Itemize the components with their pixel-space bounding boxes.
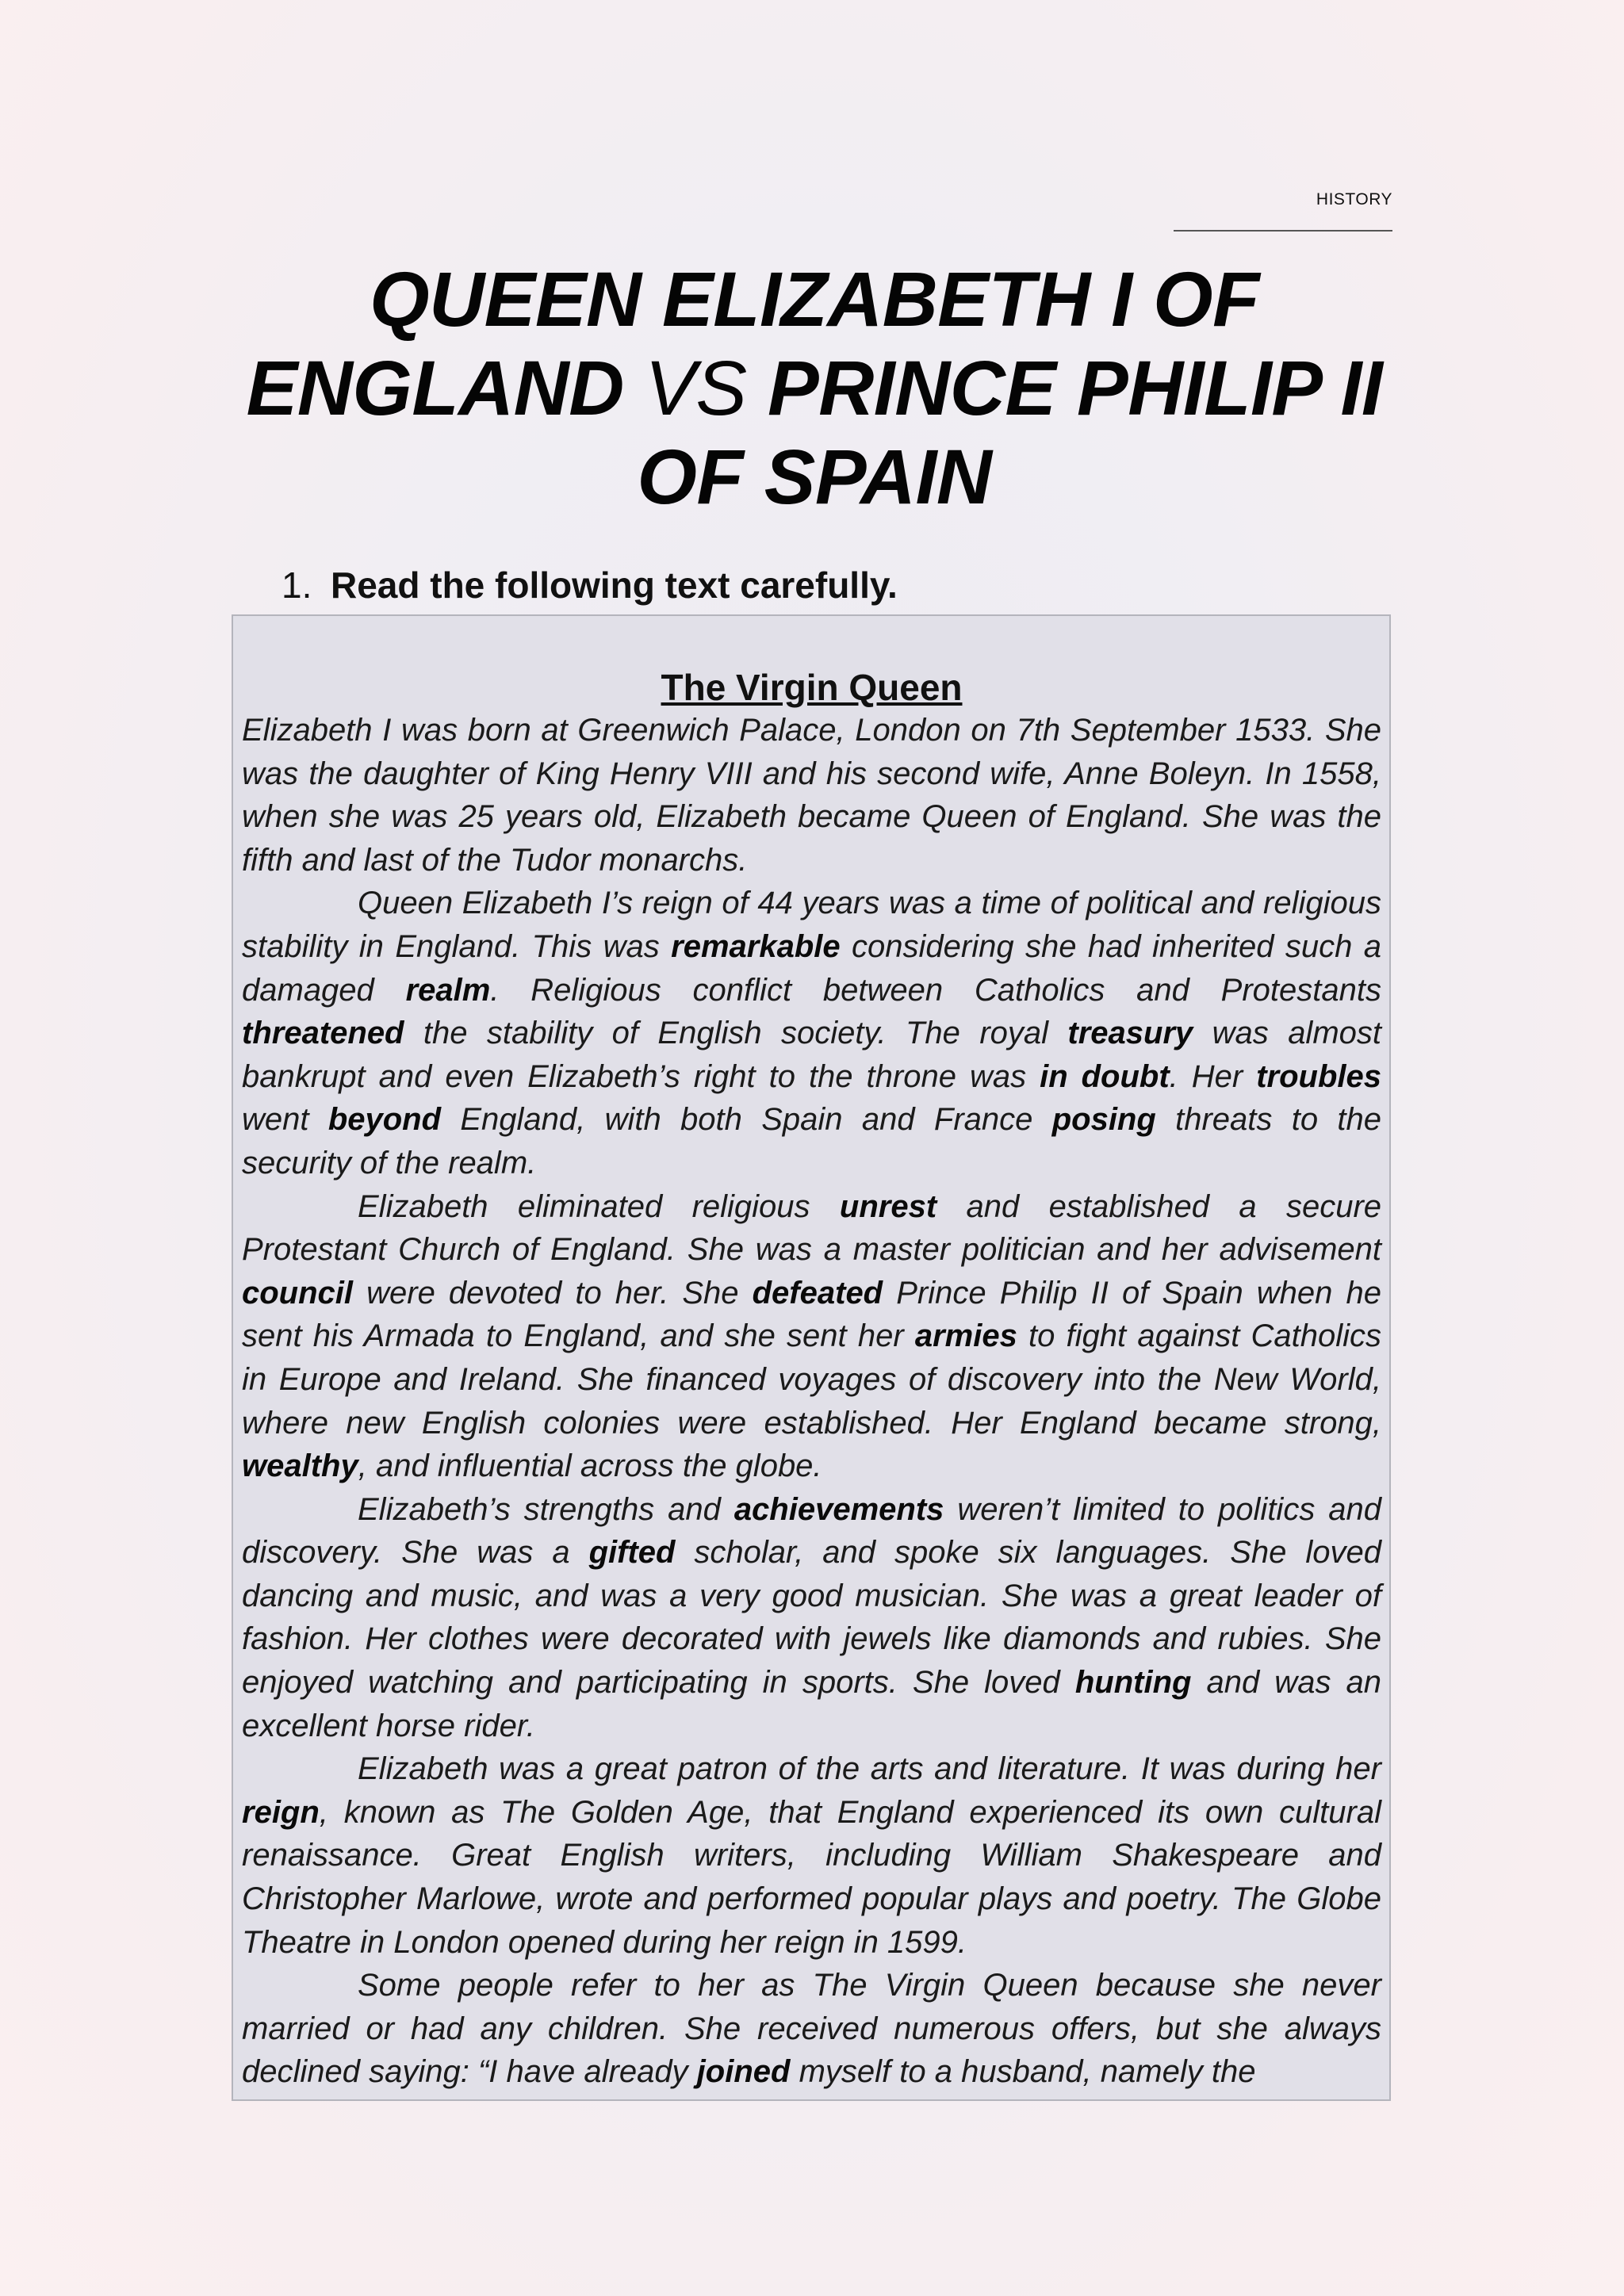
paragraph-text: Elizabeth I was born at Greenwich Palace, London on 7th September 1533. She was the daughter of King Henry VIII and his second wife, Anne Boleyn. In 1558, when she was 25 years old, Elizabeth became Queen of England. She was the fifth and last of the Tudor monarchs. xyxy=(242,713,1381,878)
vocabulary-word: remarkable xyxy=(671,928,841,964)
reading-content xyxy=(242,666,1381,2094)
title-part-1: QUEEN ELIZABETH I OF ENGLAND xyxy=(246,256,1259,431)
paragraph-text: Queen Elizabeth I’s reign of 44 years was a time of political and religious stability in England. This was xyxy=(242,886,1381,964)
vocabulary-word: in doubt xyxy=(1040,1058,1170,1094)
vocabulary-word: reign xyxy=(242,1794,320,1830)
reading-paragraph xyxy=(242,882,1381,1184)
paragraph-text: , known as The Golden Age, that England experienced its own cultural renaissance. Great English writers, including William Shakespeare and Christopher Marlowe, wrote and performed popular plays and poetry. The Globe Theatre in London opened during her reign in 1599. xyxy=(242,1794,1381,1960)
reading-title: The Virgin Queen xyxy=(661,667,963,708)
vocabulary-word: armies xyxy=(914,1318,1017,1354)
vocabulary-word: joined xyxy=(696,2054,791,2090)
vocabulary-word: unrest xyxy=(839,1188,937,1224)
paragraph-text: the stability of English society. The royal xyxy=(404,1016,1068,1051)
vocabulary-word: hunting xyxy=(1074,1665,1192,1701)
paragraph-text: was almost bankrupt and even Elizabeth’s right to the throne was xyxy=(242,1016,1382,1094)
instruction-number: 1. xyxy=(282,564,312,606)
reading-paragraph xyxy=(242,1747,1381,1964)
vocabulary-word: treasury xyxy=(1067,1016,1193,1051)
reading-paragraph xyxy=(242,1185,1381,1488)
title-part-2: PRINCE PHILIP II OF SPAIN xyxy=(637,345,1383,520)
paragraph-text: myself to a husband, namely the xyxy=(790,2054,1256,2090)
paragraph-text: . Her xyxy=(1169,1058,1257,1094)
vocabulary-word: council xyxy=(242,1275,354,1311)
page-title xyxy=(232,255,1397,522)
paragraph-text: England, with both Spain and France xyxy=(441,1102,1052,1138)
paragraph-text: Elizabeth’s strengths and xyxy=(358,1491,734,1527)
paragraph-text: scholar, and spoke six languages. She loved dancing and music, and was a very good musician. She was a great leader of fashion. Her clothes were decorated with jewels like diamonds and rubies. She enjoyed watching and participating in sports. She loved xyxy=(242,1535,1382,1701)
subject-underline xyxy=(1174,230,1392,232)
reading-paragraph xyxy=(242,1964,1381,2094)
reading-paragraphs xyxy=(242,709,1381,2094)
paragraph-text: weren’t limited to politics and discovery. She was a xyxy=(242,1491,1381,1571)
title-vs: VS xyxy=(645,345,747,431)
vocabulary-word: gifted xyxy=(588,1535,676,1571)
paragraph-text: went xyxy=(242,1102,328,1138)
vocabulary-word: realm xyxy=(405,972,491,1008)
reading-paragraph xyxy=(242,1488,1381,1748)
vocabulary-word: wealthy xyxy=(242,1448,358,1484)
paragraph-text: Some people refer to her as The Virgin Queen because she never married or had any children. She received numerous offers, but she always declined saying: “I have already xyxy=(242,1968,1381,2090)
instruction-item xyxy=(282,563,898,607)
paragraph-text: to fight against Catholics in Europe and Ireland. She financed voyages of discovery into the New World, where new English colonies were established. Her England became strong, xyxy=(242,1318,1382,1441)
reading-text-box xyxy=(232,614,1391,2101)
vocabulary-word: threatened xyxy=(242,1016,404,1051)
paragraph-text: considering she had inherited such a damaged xyxy=(242,928,1382,1008)
vocabulary-word: defeated xyxy=(752,1275,883,1311)
vocabulary-word: posing xyxy=(1051,1102,1156,1138)
vocabulary-word: troubles xyxy=(1256,1058,1382,1094)
paragraph-text: were devoted to her. She xyxy=(353,1275,753,1311)
paragraph-text: threats to the security of the realm. xyxy=(242,1102,1381,1181)
vocabulary-word: achievements xyxy=(733,1491,944,1527)
paragraph-text: Elizabeth was a great patron of the arts and literature. It was during her xyxy=(358,1751,1381,1787)
paragraph-text: , and influential across the globe. xyxy=(358,1448,822,1484)
paragraph-text: . Religious conflict between Catholics and Protestants xyxy=(490,972,1381,1008)
subject-label: HISTORY xyxy=(1316,190,1392,209)
paragraph-text: Prince Philip II of Spain when he sent his Armada to England, and she sent her xyxy=(242,1275,1382,1354)
paragraph-text: and established a secure Protestant Church of England. She was a master politician and her advisement xyxy=(242,1188,1382,1268)
instruction-text: Read the following text carefully. xyxy=(331,564,898,606)
reading-paragraph xyxy=(242,709,1381,882)
vocabulary-word: beyond xyxy=(327,1102,442,1138)
paragraph-text: Elizabeth eliminated religious xyxy=(358,1188,840,1224)
paragraph-text: and was an excellent horse rider. xyxy=(242,1665,1381,1743)
